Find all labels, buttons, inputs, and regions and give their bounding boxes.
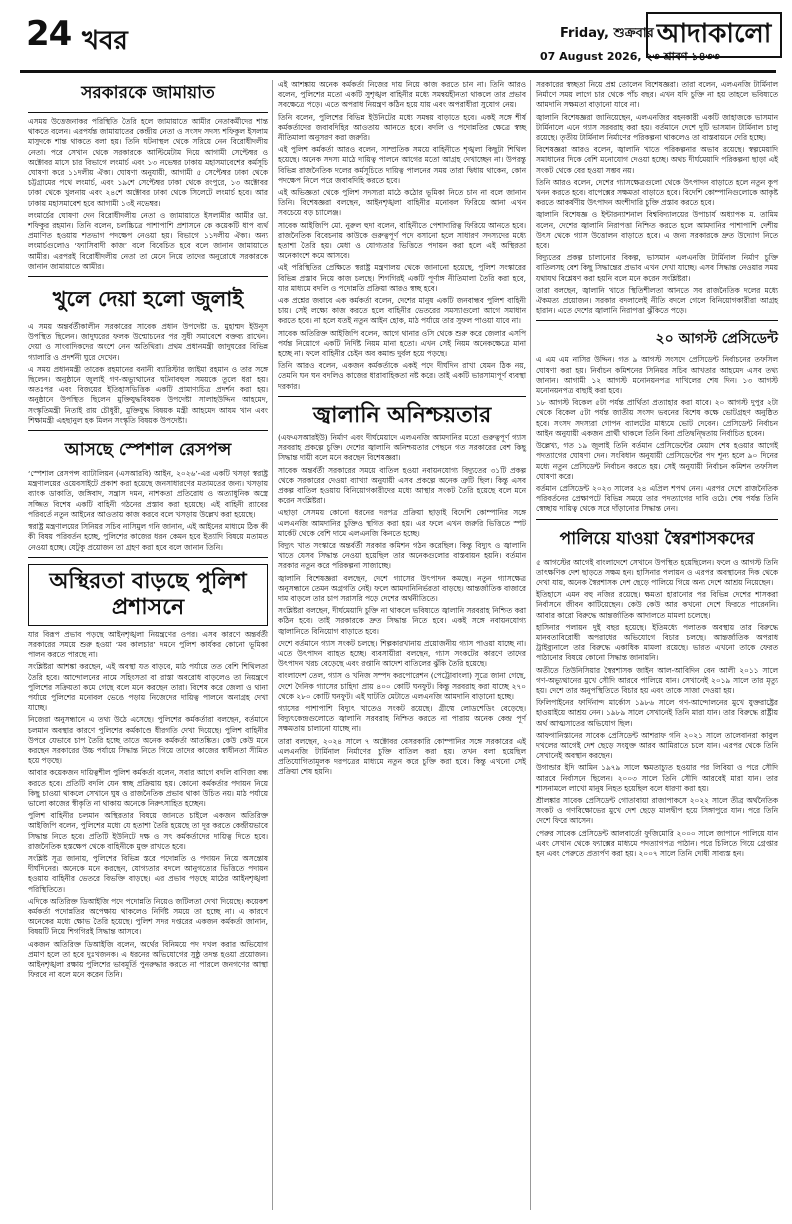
article-paragraph: ‘স্পেশাল রেসপন্স ব্যাটালিয়ন (এসআরবি) আইন, ২০২৬’-এর একটি খসড়া স্বরাষ্ট্র মন্ত্রণালয়ের ওয়েবসাইটে প্রকাশ করা হয়েছে জনসাধারণের মতামতের জন্য। খসড়ায় ব্যাংক ডাকাতি, জঙ্গিবাদ, সন্ত্রাস দমন, নাশকতা প্রতিরোধ ও অত্যাধুনিক অস্ত্রে সজ্জিত বিশেষ একটি বাহিনী গঠনের প্রস্তাব করা হয়েছে। এই বাহিনী র‍্যাবের পরিবর্তে নতুন আইনের আওতায় কাজ করবে বলে খসড়ায় উল্লেখ করা হয়েছে। — [28, 469, 268, 519]
article-paragraph: ইতিহাসে এমন বহু নজির রয়েছে। ক্ষমতা হারানোর পর বিভিন্ন দেশের শাসকরা নির্বাসনে জীবন কাটিয়েছেন। কেউ কেউ আর কখনো দেশে ফিরতে পারেননি। আবার কারো বিরুদ্ধে আন্তর্জাতিক আদালতে মামলা চলেছে। — [536, 590, 778, 620]
column-middle — [278, 80, 526, 779]
article-paragraph: এ সময় প্রধানমন্ত্রী তারেক রহমানের বনানী ব্যারিস্টার জাইমা রহমান ও তার সঙ্গে ছিলেন। অনুষ্ঠানে জুলাই গণ-অভ্যুত্থানের ঘটনাবহুল সময়কে তুলে ধরা হয়। অতঃপর এবং বিজয়ের ইতিহাসভিত্তিক একটি প্রামাণ্যচিত্র প্রদর্শন করা হয়। অনুষ্ঠানে উপস্থিত ছিলেন মুক্তিযুদ্ধবিষয়ক উপদেষ্টা সালাহউদ্দিন আহমেদ, সংস্কৃতিমন্ত্রী নিতাই রায় চৌধুরী, মুক্তিযুদ্ধ বিষয়ক মন্ত্রী আহমেদ আযম খান এবং শিক্ষামন্ত্রী এহছানুল হক মিলন সংস্কৃতি বিষয়ক উপদেষ্টা। — [28, 364, 268, 425]
divider — [28, 276, 268, 277]
article-paragraph: তারা বলছেন, জ্বালানি খাতে স্থিতিশীলতা আনতে সব রাজনৈতিক দলের মধ্যে ঐকমত্য প্রয়োজন। সরকার বদলালেই নীতি বদলে গেলে বিনিয়োগকারীরা আগ্রহ হারান। এতে দেশের জ্বালানি নিরাপত্তা ঝুঁকিতে পড়ে। — [536, 285, 778, 316]
article-paragraph: (এফএসআরইউ) নির্মাণ এবং দীর্ঘমেয়াদে এলএনজি আমদানির মতো গুরুত্বপূর্ণ গ্যাস সরবরাহ প্রকল্পে চুক্তি। দেশের জ্বালানি অনিশ্চয়তার পেছনে গত সরকারের বেশ কিছু সিদ্ধান্ত দায়ী বলে মনে করছেন বিশেষজ্ঞরা। — [278, 432, 526, 463]
masthead-rule — [20, 70, 776, 73]
article-paragraph: স্বরাষ্ট্র মন্ত্রণালয়ের সিনিয়র সচিব নাসিমুল গনি জানান, এই আইনের মাধ্যমে ঠিক কী কী বিষয় পরিবর্তন হচ্ছে, পুলিশের কাজের ধরন কেমন হবে ইত্যাদি বিষয়ে মতামত নেওয়া হচ্ছে। যেটুকু প্রয়োজন তা গ্রহণ করা হবে বলে জানান তিনি। — [28, 522, 268, 552]
article-paragraph: জ্বালানি বিশেষজ্ঞরা বলছেন, দেশে গ্যাসের উৎপাদন কমছে। নতুন গ্যাসক্ষেত্র অনুসন্ধানে তেমন অগ্রগতি নেই। ফলে আমদানিনির্ভরতা বাড়ছে। আন্তর্জাতিক বাজারে দাম বাড়লে তার চাপ সরাসরি পড়ে দেশের অর্থনীতিতে। — [278, 573, 526, 603]
article-paragraph: সাবেক অন্তর্বর্তী সরকারের সময়ে বাতিল হওয়া নবায়নযোগ্য বিদ্যুতের ৩১টি প্রকল্প থেকে সরকারের দেওয়া ব্যাখ্যা অনুযায়ী এসব প্রকল্পে অনেক ত্রুটি ছিল। কিন্তু এসব প্রকল্প বাতিল হওয়ায় বিনিয়োগকারীদের মধ্যে আস্থার সংকট তৈরি হয়েছে বলে মনে করেন সংশ্লিষ্টরা। — [278, 465, 526, 506]
newspaper-logo[interactable]: আদাকালো — [646, 12, 782, 58]
article-paragraph: বিদ্যুতের প্রকল্প চালানোর বিকল্প, ভাসমান এলএনজি টার্মিনাল নির্মাণ চুক্তি বাতিলসহ বেশ কিছু সিদ্ধান্তের প্রভাব এখন দেখা যাচ্ছে। এসব সিদ্ধান্ত নেওয়ার সময় যথাযথ বিশ্লেষণ করা হয়নি বলে মনে করেন সংশ্লিষ্টরা। — [536, 253, 778, 283]
article-paragraph: এদিকে অতিরিক্ত ডিআইজি পদে পদোন্নতি নিয়েও জটিলতা দেখা দিয়েছে। কয়েকশ কর্মকর্তা পদোন্নতির অপেক্ষায় থাকলেও নির্দিষ্ট সময়ে তা হচ্ছে না। এ কারণে অনেকের মধ্যে ক্ষোভ তৈরি হয়েছে। পুলিশ সদর দপ্তরের একজন কর্মকর্তা জানান, বিষয়টি নিয়ে শিগগিরই সিদ্ধান্ত আসবে। — [28, 896, 268, 937]
article-paragraph: নিজেরা অনুসন্ধানে এ তথ্য উঠে এসেছে। পুলিশের কর্মকর্তারা বলছেন, বর্তমানে চলমান অবস্থার কারণে পুলিশের কর্মকাণ্ডে ধীরগতি দেখা দিয়েছে। পুলিশ বাহিনীর উপরে যেভাবে চাপ তৈরি হচ্ছে তাতে অনেক কর্মকর্তা আতঙ্কিত। কেউ কেউ মনে করছেন সরকারের উচ্চ পর্যায়ে সিদ্ধান্ত নিতে গিয়ে তাদের কাজের স্বাধীনতা সীমিত হয়ে পড়ছে। — [28, 715, 268, 766]
issue-day: Friday, শুক্রবার — [560, 26, 654, 41]
divider — [28, 430, 268, 431]
article-paragraph: আবার কয়েকজন দায়িত্বশীল পুলিশ কর্মকর্তা বলেন, সবার আগে বদলি বাণিজ্য বন্ধ করতে হবে। প্রতিটি বদলি যেন স্বচ্ছ প্রক্রিয়ায় হয়। কোনো কর্মকর্তার পদায়ন নিয়ে কিছু চাওয়া থাকলে সেখানে ঘুষ ও রাজনৈতিক প্রভাব থাকা উচিত নয়। মাঠ পর্যায়ে ভালো কাজের স্বীকৃতি না থাকায় অনেকে নিরুৎসাহিত হচ্ছেন। — [28, 768, 268, 808]
article-paragraph: জ্বালানি বিশেষজ্ঞ ও ইন্টারন্যাশনাল বিশ্ববিদ্যালয়ের উপাচার্য অধ্যাপক ম. তামিম বলেন, দেশের জ্বালানি নিরাপত্তা নিশ্চিত করতে হলে আমদানির পাশাপাশি দেশীয় উৎস থেকে গ্যাস উত্তোলন বাড়াতে হবে। এ জন্য সরকারকে দ্রুত উদ্যোগ নিতে হবে। — [536, 210, 778, 251]
divider — [536, 519, 778, 520]
divider — [278, 396, 526, 397]
article-paragraph: তিনি আরও বলেন, একজন কর্মকর্তাকে একই পদে দীর্ঘদিন রাখা যেমন ঠিক নয়, তেমনি ঘন ঘন বদলিও কাজের ধারাবাহিকতা নষ্ট করে। তাই একটি ভারসাম্যপূর্ণ ব্যবস্থা দরকার। — [278, 361, 526, 391]
article-paragraph: পুলিশ বাহিনীর চলমান অস্থিরতার বিষয়ে জানতে চাইলে একজন অতিরিক্ত আইজিপি বলেন, পুলিশের মধ্যে যে হতাশা তৈরি হয়েছে তা দূর করতে কেন্দ্রীয়ভাবে সিদ্ধান্ত নিতে হবে। প্রতিটি ইউনিটে দক্ষ ও সৎ কর্মকর্তাদের দায়িত্ব দিতে হবে। রাজনৈতিক হস্তক্ষেপ থেকে বাহিনীকে মুক্ত রাখতে হবে। — [28, 811, 268, 851]
article-paragraph: গ্যাসের পাশাপাশি বিদ্যুৎ খাতেও সংকট রয়েছে। গ্রীষ্মে লোডশেডিং বেড়েছে। বিদ্যুৎকেন্দ্রগুলোতে জ্বালানি সরবরাহ নিশ্চিত করতে না পারায় অনেক কেন্দ্র পূর্ণ সক্ষমতায় চালানো যাচ্ছে না। — [278, 703, 526, 734]
article-paragraph: শ্রীলঙ্কার সাবেক প্রেসিডেন্ট গোতাবায়া রাজাপাকসে ২০২২ সালে তীব্র অর্থনৈতিক সংকট ও গণবিক্ষোভের মুখে দেশ ছেড়ে মালদ্বীপ হয়ে সিঙ্গাপুরে যান। পরে তিনি দেশে ফিরে আসেন। — [536, 795, 778, 826]
article-paragraph: ফিলিপাইনের ফার্দিনান্দ মার্কোস ১৯৮৬ সালে গণ-আন্দোলনের মুখে যুক্তরাষ্ট্রের হাওয়াইয়ে আশ্রয় নেন। ১৯৮৯ সালে সেখানেই তিনি মারা যান। তার বিরুদ্ধে রাষ্ট্রীয় অর্থ আত্মসাতের অভিযোগ ছিল। — [536, 698, 778, 728]
headline-energy-uncertainty[interactable]: জ্বালানি অনিশ্চয়তার — [312, 402, 492, 428]
article-paragraph: এছাড়া সেসময় কোনো ধরনের দরপত্র প্রক্রিয়া ছাড়াই বিদেশি কোম্পানির সঙ্গে এলএনজি আমদানির চুক্তিও স্থগিত করা হয়। এর ফলে এখন জরুরি ভিত্তিতে স্পট মার্কেট থেকে বেশি দামে এলএনজি কিনতে হচ্ছে। — [278, 508, 526, 538]
article-paragraph: একজন অতিরিক্ত ডিআইজি বলেন, অর্থের বিনিময়ে পদ দখল করার অভিযোগ প্রমাণ হলে তা হবে দুঃখজনক। এ ধরনের অভিযোগের সুষ্ঠু তদন্ত হওয়া প্রয়োজন। আইনশৃঙ্খলা রক্ষায় পুলিশের ভাবমূর্তি পুনরুদ্ধার করতে না পারলে জনগণের আস্থা ফিরবে না বলে মনে করেন তিনি। — [28, 939, 268, 980]
article-paragraph: এ এম এম নাসির উদ্দিন। গত ৯ আগস্ট সংসদে প্রেসিডেন্ট নির্বাচনের তফসিল ঘোষণা করা হয়। নির্বাচন কমিশনের সিনিয়র সচিব আখতার আহমেদ এসব তথ্য জানান। আগামী ১২ আগস্ট মনোনয়নপত্র দাখিলের শেষ দিন। ১৩ আগস্ট মনোনয়নপত্র বাছাই করা হবে। — [536, 355, 778, 396]
article-paragraph: সাবেক আইজিপি মো. নুরুল হুদা বলেন, বাহিনীতে পেশাদারিত্ব ফিরিয়ে আনতে হবে। রাজনৈতিক বিবেচনায় কাউকে গুরুত্বপূর্ণ পদে বসানো হলে সাধারণ সদস্যদের মধ্যে হতাশা তৈরি হয়। মেধা ও যোগ্যতার ভিত্তিতে পদায়ন করা হলে এই অস্থিরতা অনেকাংশে কমে আসবে। — [278, 220, 526, 261]
column-left — [28, 80, 268, 982]
column-divider — [272, 80, 273, 1210]
article-paragraph: বাংলাদেশ তেল, গ্যাস ও খনিজ সম্পদ করপোরেশন (পেট্রোবাংলা) সূত্রে জানা গেছে, দেশে দৈনিক গ্যাসের চাহিদা প্রায় ৪০০ কোটি ঘনফুট। কিন্তু সরবরাহ করা যাচ্ছে ২৭০ থেকে ২৮০ কোটি ঘনফুট। এই ঘাটতি মেটাতে এলএনজি আমদানি বাড়ানো হচ্ছে। — [278, 671, 526, 701]
article-paragraph: উল্লেখ্য, গত ১৯ জুলাই তিনি বর্তমান প্রেসিডেন্টের মেয়াদ শেষ হওয়ার আগেই পদত্যাগের ঘোষণা দেন। সংবিধান অনুযায়ী প্রেসিডেন্টের পদ শূন্য হলে ৯০ দিনের মধ্যে নতুন প্রেসিডেন্ট নির্বাচন করতে হয়। সেই অনুযায়ী নির্বাচন কমিশন তফসিল ঘোষণা করে। — [536, 441, 778, 481]
column-divider — [530, 80, 531, 1210]
article-paragraph: এই পুলিশ কর্মকর্তা আরও বলেন, সাম্প্রতিক সময়ে বাহিনীতে শৃঙ্খলা কিছুটা শিথিল হয়েছে। অনেক সদস্য মাঠে দায়িত্ব পালনে আগের মতো আগ্রহ দেখাচ্ছেন না। উপরন্তু বিভিন্ন রাজনৈতিক দলের কর্মসূচিতে দায়িত্ব পালনের সময় তারা দ্বিধায় থাকেন, কোন পদক্ষেপ নিলে পরে জবাবদিহি করতে হবে। — [278, 145, 526, 185]
article-paragraph: যার বিরূপ প্রভাব পড়ছে আইনশৃঙ্খলা নিয়ন্ত্রণের ওপর। এসব কারণে অন্তর্বর্তী সরকারের সময়ে শুরু হওয়া ‘মব কালচার’ দমনে পুলিশ কার্যকর কোনো ভূমিকা পালন করতে পারছে না। — [28, 629, 268, 660]
divider — [28, 557, 268, 558]
article-paragraph: সংশ্লিষ্টরা বলছেন, দীর্ঘমেয়াদি চুক্তি না থাকলে ভবিষ্যতে জ্বালানি সরবরাহ নিশ্চিত করা কঠিন হবে। তাই সরকারকে দ্রুত সিদ্ধান্ত নিতে হবে। একই সঙ্গে নবায়নযোগ্য জ্বালানিতে বিনিয়োগ বাড়াতে হবে। — [278, 606, 526, 636]
article-paragraph: হাসিনার পলায়ন দুই বছর হয়েছে। ইতিমধ্যে পলাতক অবস্থায় তার বিরুদ্ধে মানবতাবিরোধী অপরাধের অভিযোগে বিচার চলছে। আন্তর্জাতিক অপরাধ ট্রাইব্যুনালে তার বিরুদ্ধে একাধিক মামলা রয়েছে। ভারত এখনো তাকে ফেরত পাঠানোর বিষয়ে কোনো সিদ্ধান্ত জানায়নি। — [536, 622, 778, 663]
column-right — [536, 80, 778, 861]
masthead — [20, 8, 776, 68]
article-paragraph: বর্তমান প্রেসিডেন্ট ২০২৩ সালের ২৪ এপ্রিল শপথ নেন। এরপর দেশে রাজনৈতিক পরিবর্তনের প্রেক্ষাপটে বিভিন্ন সময়ে তার পদত্যাগের দাবি ওঠে। শেষ পর্যন্ত তিনি স্বেচ্ছায় দায়িত্ব থেকে সরে দাঁড়ানোর সিদ্ধান্ত নেন। — [536, 483, 778, 514]
page-number: 24 — [26, 14, 72, 54]
article-paragraph: এসময় উত্তেজনাকর পরিস্থিতি তৈরি হলে জামায়াতে আমীর নেতাকর্মীদের শান্ত থাকতে বলেন। এরপর্যন্ত জামায়াতের কেন্দ্রীয় নেতা ও সংসদ সদস্য শফিকুল ইসলাম মাসুদকে শান্ত থাকতে বলা হয়। তিনি ঘটনাস্থল থেকে সরিয়ে নেন বিরোধীদলীয় নেতা। পরে সেখান থেকে সরকারকে আল্টিমেটাম দিয়ে আগামী সেপ্টেম্বর ও অক্টোবর মাসে চার বিভাগে লংমার্চ এবং ১৩ নভেম্বর ঢাকায় মহাসমাবেশের কর্মসূচি ঘোষণা করে ১১দলীয় ঐক্য। ঘোষণা অনুযায়ী, আগামী ৫ সেপ্টেম্বর ঢাকা থেকে চট্টগ্রামের পথে লংমার্চ, এবং ১৯শে সেপ্টেম্বর ঢাকা থেকে রংপুরে, ১৩ অক্টোবর ঢাকা থেকে খুলনায় এবং ২৪শে অক্টোবর ঢাকা থেকে সিলেটে লংমার্চ হবে। আর ঢাকায় মহাসমাবেশ হবে আগামী ১৩ই নভেম্বর। — [28, 117, 268, 208]
article-paragraph: তিনি বলেন, পুলিশের বিভিন্ন ইউনিটের মধ্যে সমন্বয় বাড়াতে হবে। একই সঙ্গে শীর্ষ কর্মকর্তাদের জবাবদিহির আওতায় আনতে হবে। বদলি ও পদোন্নতির ক্ষেত্রে স্বচ্ছ নীতিমালা অনুসরণ করা জরুরি। — [278, 112, 526, 143]
article-paragraph: বিদ্যুৎ খাত সংস্কারে অন্তর্বর্তী সরকার কমিশন গঠন করেছিল। কিন্তু বিদ্যুৎ ও জ্বালানি খাতে যেসব সিদ্ধান্ত নেওয়া হয়েছিল তার অনেকগুলোর বাস্তবায়ন হয়নি। বর্তমান সরকার নতুন করে পরিকল্পনা সাজাচ্ছে। — [278, 540, 526, 571]
article-paragraph: পেরুর সাবেক প্রেসিডেন্ট আলবার্তো ফুজিমোরি ২০০০ সালে জাপানে পালিয়ে যান এবং সেখান থেকে ফ্যাক্সের মাধ্যমে পদত্যাগপত্র পাঠান। পরে চিলিতে গিয়ে গ্রেপ্তার হন এবং পেরুতে প্রত্যর্পণ করা হয়। ২০০৭ সালে তিনি দোষী সাব্যস্ত হন। — [536, 828, 778, 858]
article-paragraph: অতীতে তিউনিসিয়ার স্বৈরশাসক জাইন আল-আবিদিন বেন আলী ২০১১ সালে গণ-অভ্যুত্থানের মুখে সৌদি আরবে পালিয়ে যান। সেখানেই ২০১৯ সালে তার মৃত্যু হয়। দেশে তার অনুপস্থিতিতে বিচার হয় এবং তাকে সাজা দেওয়া হয়। — [536, 665, 778, 695]
issue-date: 07 August 2026, ২৩ শ্রাবণ ১৪৩৩ — [540, 50, 720, 63]
headline-president-election[interactable]: ২০ আগস্ট প্রেসিডেন্ট — [655, 331, 778, 348]
article-paragraph: তারা বলছেন, ২০২৪ সালে ৭ অক্টোবর বেসরকারি কোম্পানির সঙ্গে সরকারের এই এলএনজি টার্মিনাল নির্মাণের চুক্তি বাতিল করা হয়। তখন বলা হয়েছিল প্রতিযোগিতামূলক দরপত্রের মাধ্যমে নতুন করে চুক্তি করা হবে। কিন্তু এখনো সেই প্রক্রিয়া শেষ হয়নি। — [278, 736, 526, 777]
article-paragraph: তিনি আরও বলেন, দেশের গ্যাসক্ষেত্রগুলো থেকে উৎপাদন বাড়াতে হলে নতুন কূপ খনন করতে হবে। বাপেক্সের সক্ষমতা বাড়াতে হবে। বিদেশি কোম্পানিগুলোকে আকৃষ্ট করতে আকর্ষণীয় উৎপাদন অংশীদারি চুক্তি প্রস্তাব করতে হবে। — [536, 177, 778, 208]
article-paragraph: জ্বালানি বিশেষজ্ঞরা জানিয়েছেন, এলএনজির বহনকারী একটি জাহাজকে ভাসমান টার্মিনালে এনে গ্যাস সরবরাহ করা হয়। বর্তমানে দেশে দুটি ভাসমান টার্মিনাল চালু রয়েছে। তৃতীয় টার্মিনাল নির্মাণের পরিকল্পনা থাকলেও তা বাস্তবায়নে দেরি হচ্ছে। — [536, 112, 778, 143]
article-paragraph: আফগানিস্তানের সাবেক প্রেসিডেন্ট আশরাফ গনি ২০২১ সালে তালেবানরা কাবুল দখলের আগেই দেশ ছেড়ে সংযুক্ত আরব আমিরাতে চলে যান। এরপর থেকে তিনি সেখানেই অবস্থান করছেন। — [536, 730, 778, 761]
article-paragraph: সংশ্লিষ্টরা আশঙ্কা করছেন, এই অবস্থা যত বাড়বে, মাঠ পর্যায়ে তত বেশি শিথিলতা তৈরি হবে। আন্দোলনের নামে সহিংসতা বা রাস্তা অবরোধ বাড়লেও তা নিয়ন্ত্রণে পুলিশের সক্রিয়তা কমে গেছে বলে মনে করছেন তারা। বিশেষ করে জেলা ও থানা পর্যায়ে পুলিশের মনোবল ভেঙে পড়ায় নিজেদের দায়িত্ব পালনে অনাগ্রহ দেখা যাচ্ছে। — [28, 662, 268, 713]
headline-jamaat[interactable]: সরকারকে জামায়াত — [81, 83, 215, 103]
headline-special-response[interactable]: আসছে স্পেশাল রেসপন্স — [64, 440, 232, 461]
article-paragraph: লংমার্চের ঘোষণা দেন বিরোধীদলীয় নেতা ও জামায়াতে ইসলামীর আমীর ডা. শফিকুর রহমান। তিনি বলেন, চলচ্চিত্রে পাশাপাশি প্রশাসনে কে কয়েকটি ধাপ ব্যর্থ প্রমাণিত হওয়ায় শতভাগ পদক্ষেপ নেওয়া হয়। বিভাগে ১১দলীয় ঐক্য। অন্য লংমার্চগুলোও ‘ফ্যাসিবাদী কাজ’ বলে বিবেচিত হবে বলে জানান জামায়াতে আমীর। এরপরই বিরোধীদলীয় নেতা তা মেনে নিয়ে তাদের অনুরোধে সরকারকে জানান জামায়াতে আমীর। — [28, 210, 268, 271]
article-paragraph: ১৮ আগস্ট বিকেল ৫টা পর্যন্ত প্রার্থিতা প্রত্যাহার করা যাবে। ২০ আগস্ট দুপুর ২টা থেকে বিকেল ৫টা পর্যন্ত জাতীয় সংসদ ভবনের বিশেষ কক্ষে ভোটগ্রহণ অনুষ্ঠিত হবে। সংসদ সদস্যরা গোপন ব্যালটের মাধ্যমে ভোট দেবেন। প্রেসিডেন্ট নির্বাচন আইন অনুযায়ী একজন প্রার্থী থাকলে তিনি বিনা প্রতিদ্বন্দ্বিতায় নির্বাচিত হবেন। — [536, 398, 778, 438]
article-paragraph: এই আশঙ্কায় অনেক কর্মকর্তা নিজের দায় নিয়ে কাজ করতে চান না। তিনি আরও বলেন, পুলিশের মতো একটি সুশৃঙ্খল বাহিনীর মধ্যে সমন্বয়হীনতা থাকলে তার প্রভাব সবক্ষেত্রে পড়ে। এতে অপরাধ নিয়ন্ত্রণ কঠিন হয়ে যায় এবং অপরাধীরা সুযোগ নেয়। — [278, 80, 526, 110]
article-paragraph: সাবেক অতিরিক্ত আইজিপি বলেন, আগে থানার ওসি থেকে শুরু করে জেলার এসপি পর্যন্ত নিয়োগে একটি নির্দিষ্ট নিয়ম মানা হতো। এখন সেই নিয়ম অনেকক্ষেত্রে মানা হচ্ছে না। ফলে বাহিনীর চেইন অব কমান্ড দুর্বল হয়ে পড়ছে। — [278, 328, 526, 359]
article-paragraph: সরকারের স্বচ্ছতা নিয়ে প্রশ্ন তোলেন বিশেষজ্ঞরা। তারা বলেন, এলএনজি টার্মিনাল নির্মাণে সময় লাগে চার থেকে পাঁচ বছর। এখন যদি চুক্তি না হয় তাহলে ভবিষ্যতে আমদানি সক্ষমতা বাড়ানো যাবে না। — [536, 80, 778, 110]
article-paragraph: বিশেষজ্ঞরা আরও বলেন, জ্বালানি খাতে পরিকল্পনার অভাব রয়েছে। স্বল্পমেয়াদি সমাধানের দিকে বেশি মনোযোগ দেওয়া হচ্ছে। অথচ দীর্ঘমেয়াদি পরিকল্পনা ছাড়া এই সংকট থেকে বের হওয়া সম্ভব নয়। — [536, 145, 778, 175]
divider — [28, 112, 268, 113]
headline-fled-dictators[interactable]: পালিয়ে যাওয়া স্বৈরশাসকদের — [559, 528, 755, 549]
section-title: খবর — [82, 26, 128, 56]
article-paragraph: দেশে বর্তমানে গ্যাস সংকট চলছে। শিল্পকারখানায় প্রয়োজনীয় গ্যাস পাওয়া যাচ্ছে না। এতে উৎপাদন ব্যাহত হচ্ছে। ব্যবসায়ীরা বলছেন, গ্যাস সংকটের কারণে তাদের উৎপাদন খরচ বেড়েছে এবং রপ্তানি আদেশ বাতিলের ঝুঁকি তৈরি হয়েছে। — [278, 638, 526, 669]
article-paragraph: এক প্রশ্নের জবাবে এক কর্মকর্তা বলেন, দেশের মানুষ একটি জনবান্ধব পুলিশ বাহিনী চায়। সেই লক্ষ্যে কাজ করতে হলে বাহিনীর ভেতরের সমস্যাগুলো আগে সমাধান করতে হবে। না হলে যতই নতুন আইন হোক, মাঠ পর্যায়ে তার সুফল পাওয়া যাবে না। — [278, 296, 526, 326]
headline-police-unrest[interactable]: অস্থিরতা বাড়ছে পুলিশ প্রশাসনে — [28, 564, 268, 626]
article-paragraph: এই অভিজ্ঞতা থেকে পুলিশ সদস্যরা মাঠে কঠোর ভূমিকা নিতে চান না বলে জানান তিনি। বিশেষজ্ঞরা বলছেন, আইনশৃঙ্খলা বাহিনীর মনোবল ফিরিয়ে আনা এখন সবচেয়ে বড় চ্যালেঞ্জ। — [278, 188, 526, 218]
article-paragraph: এ সময় অন্তর্বর্তীকালীন সরকারের সাবেক প্রধান উপদেষ্টা ড. মুহাম্মদ ইউনূস উপস্থিত ছিলেন। জাদুঘরের ফলক উন্মোচনের পর সুধী সমাবেশে বক্তব্য রাখেন। দেয়া ও সাংবাদিকদের অংশে নেন অতিথিরা। প্রথম প্রধানমন্ত্রী জাদুঘরের বিভিন্ন গ্যালারি ও প্রদর্শনী ঘুরে দেখেন। — [28, 322, 268, 362]
article-paragraph: ৫ আগস্টের আগেই বাংলাদেশে সেখানে উপস্থিত হয়েছিলেন। ফলে ও আগস্ট তিনি তাৎক্ষণিক দেশ ছাড়তে সক্ষম হন। হাসিনার পলায়ন ও এরপর অবস্থানের দিক থেকে দেখা যায়, অনেক স্বৈরশাসক দেশ ছেড়ে পালিয়ে গিয়ে অন্য দেশে আশ্রয় নিয়েছেন। — [536, 557, 778, 587]
article-paragraph: সংশ্লিষ্ট সূত্র জানায়, পুলিশের বিভিন্ন স্তরে পদোন্নতি ও পদায়ন নিয়ে অসন্তোষ দীর্ঘদিনের। অনেকে মনে করছেন, যোগ্যতার বদলে আনুগত্যের ভিত্তিতে পদায়ন হওয়ায় বাহিনীর ভেতরে বিভক্তি বাড়ছে। এর প্রভাব পড়ছে মাঠের আইনশৃঙ্খলা পরিস্থিতিতে। — [28, 853, 268, 894]
divider — [536, 320, 778, 321]
article-paragraph: উগান্ডার ইদি আমিন ১৯৭৯ সালে ক্ষমতাচ্যুত হওয়ার পর লিবিয়া ও পরে সৌদি আরবে নির্বাসনে ছিলেন। ২০০৩ সালে তিনি সৌদি আরবেই মারা যান। তার শাসনামলে লাখো মানুষ নিহত হয়েছিল বলে ধারণা করা হয়। — [536, 763, 778, 793]
article-paragraph: এই পরিস্থিতির প্রেক্ষিতে স্বরাষ্ট্র মন্ত্রণালয় থেকে জানানো হয়েছে, পুলিশ সংস্কারের বিভিন্ন প্রস্তাব নিয়ে কাজ চলছে। শিগগিরই একটি পূর্ণাঙ্গ নীতিমালা তৈরি করা হবে, যার মাধ্যমে বদলি ও পদোন্নতি প্রক্রিয়া আরও স্বচ্ছ হবে। — [278, 263, 526, 293]
headline-july-museum[interactable]: খুলে দেয়া হলো জুলাই — [52, 287, 244, 312]
